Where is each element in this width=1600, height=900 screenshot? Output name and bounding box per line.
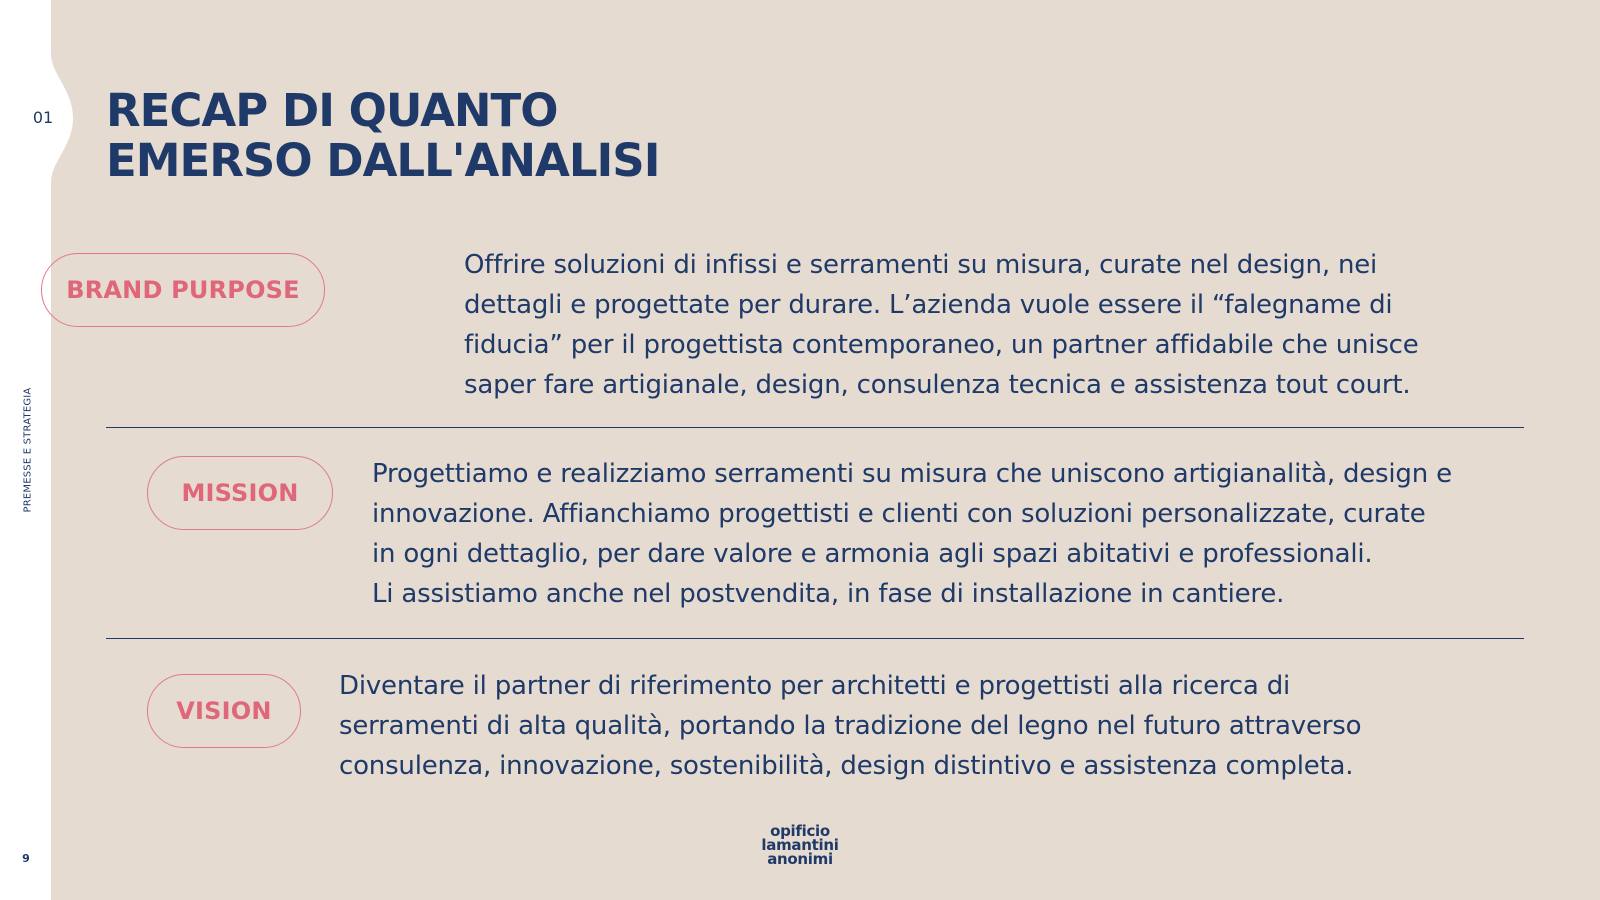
vision-line: Diventare il partner di riferimento per architetti e progettisti alla ricerca di (339, 671, 1291, 701)
mission-line: Li assistiamo anche nel postvendita, in fase di installazione in cantiere. (372, 579, 1285, 609)
mission-line: in ogni dettaglio, per dare valore e armonia agli spazi abitativi e professionali. (372, 539, 1373, 569)
brand-purpose-text (464, 245, 1419, 405)
brand-purpose-line: saper fare artigianale, design, consulenza tecnica e assistenza tout court. (464, 370, 1411, 400)
section-side-label: PREMESSE E STRATEGIA (22, 387, 34, 513)
divider (106, 638, 1524, 639)
brand-purpose-line: Offrire soluzioni di infissi e serramenti su misura, curate nel design, nei (464, 250, 1378, 280)
vision-line: serramenti di alta qualità, portando la tradizione del legno nel futuro attraverso (339, 711, 1362, 741)
logo-line-1: opificio (770, 822, 830, 840)
vision-line: consulenza, innovazione, sostenibilità, design distintivo e assistenza completa. (339, 751, 1354, 781)
vision-pill: VISION (147, 674, 301, 748)
brand-purpose-pill: BRAND PURPOSE (41, 253, 325, 327)
mission-text (372, 454, 1452, 614)
page-title-line-1: RECAP DI QUANTO (106, 84, 558, 137)
page-title-line-2: EMERSO DALL'ANALISI (106, 134, 660, 187)
page-number: 9 (22, 852, 30, 865)
mission-line: Progettiamo e realizziamo serramenti su misura che uniscono artigianalità, design e (372, 459, 1452, 489)
mission-line: innovazione. Affianchiamo progettisti e clienti con soluzioni personalizzate, curate (372, 499, 1426, 529)
page-title (106, 86, 659, 186)
brand-logo (750, 824, 850, 866)
logo-line-2: lamantini (761, 836, 839, 854)
section-number: 01 (32, 108, 54, 127)
divider (106, 427, 1524, 428)
vision-text (339, 666, 1361, 786)
logo-line-3: anonimi (767, 850, 833, 868)
brand-purpose-line: dettagli e progettate per durare. L’azienda vuole essere il “falegname di (464, 290, 1393, 320)
mission-pill: MISSION (147, 456, 333, 530)
brand-purpose-line: fiducia” per il progettista contemporaneo, un partner affidabile che unisce (464, 330, 1419, 360)
